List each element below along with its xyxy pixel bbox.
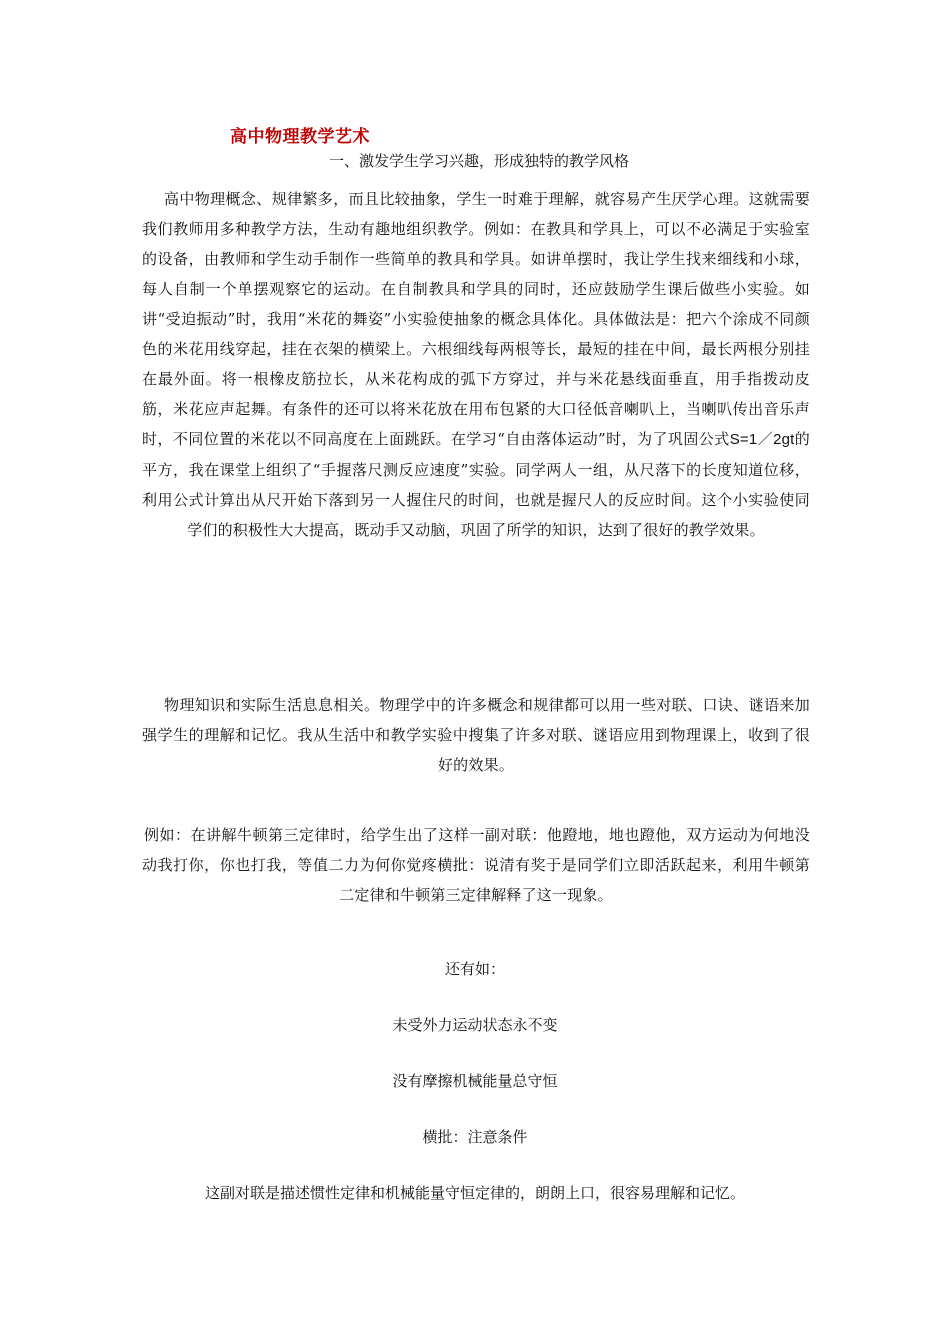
paragraph-newton-example: 例如：在讲解牛顿第三定律时，给学生出了这样一副对联：他蹬地，地也蹬他，双方运动为何地没动我打你，你也打我，等值二力为何你觉疼横批：说清有奖于是同学们立即活跃起来，利用牛顿第二定律和牛顿第三定律解释了这一现象。	[142, 826, 810, 904]
couplet-line-2: 没有摩擦机械能量总守恒	[392, 1072, 558, 1090]
paragraph-text-part2: 的平方，我在课堂上组织了“手握落尺测反应速度”实验。同学两人一组，从尺落下的长度知道位移，利用公式计算出从尺开始下落到另一人握住尺的时间，也就是握尺人的反应时间。这个小实验使同学们的积极性大大提高，既动手又动脑，巩固了所学的知识，达到了很好的教学效果。	[142, 430, 810, 539]
paragraph-physics-life: 物理知识和实际生活息息相关。物理学中的许多概念和规律都可以用一些对联、口诀、谜语来加强学生的理解和记忆。我从生活中和教学实验中搜集了许多对联、谜语应用到物理课上，收到了很好的效果。	[142, 696, 810, 774]
document-title: 高中物理教学艺术	[230, 127, 370, 147]
section-heading: 一、激发学生学习兴趣，形成独特的教学风格	[328, 152, 629, 170]
line-also: 还有如：	[444, 960, 505, 978]
couplet-horizontal: 横批：注意条件	[422, 1128, 528, 1146]
couplet-line-1: 未受外力运动状态永不变	[392, 1016, 558, 1034]
formula-free-fall: S=1／2gt	[729, 431, 795, 448]
closing-sentence: 这副对联是描述惯性定律和机械能量守恒定律的，朗朗上口，很容易理解和记忆。	[204, 1184, 745, 1202]
paragraph-teaching-interest	[142, 184, 810, 545]
paragraph-text-part1: 高中物理概念、规律繁多，而且比较抽象，学生一时难于理解，就容易产生厌学心理。这就需要我们教师用多种教学方法，生动有趣地组织教学。例如：在教具和学具上，可以不必满足于实验室的设备，由教师和学生动手制作一些简单的教具和学具。如讲单摆时，我让学生找来细线和小球，每人自制一个单摆观察它的运动。在自制教具和学具的同时，还应鼓励学生课后做些小实验。如讲“受迫振动”时，我用“米花的舞姿”小实验使抽象的概念具体化。具体做法是：把六个涂成不同颜色的米花用线穿起，挂在衣架的横梁上。六根细线每两根等长，最短的挂在中间，最长两根分别挂在最外面。将一根橡皮筋拉长，从米花构成的弧下方穿过，并与米花悬线面垂直，用手指拨动皮筋，米花应声起舞。有条件的还可以将米花放在用布包紧的大口径低音喇叭上，当喇叭传出音乐声时，不同位置的米花以不同高度在上面跳跃。在学习“自由落体运动”时，为了巩固公式	[142, 190, 810, 448]
